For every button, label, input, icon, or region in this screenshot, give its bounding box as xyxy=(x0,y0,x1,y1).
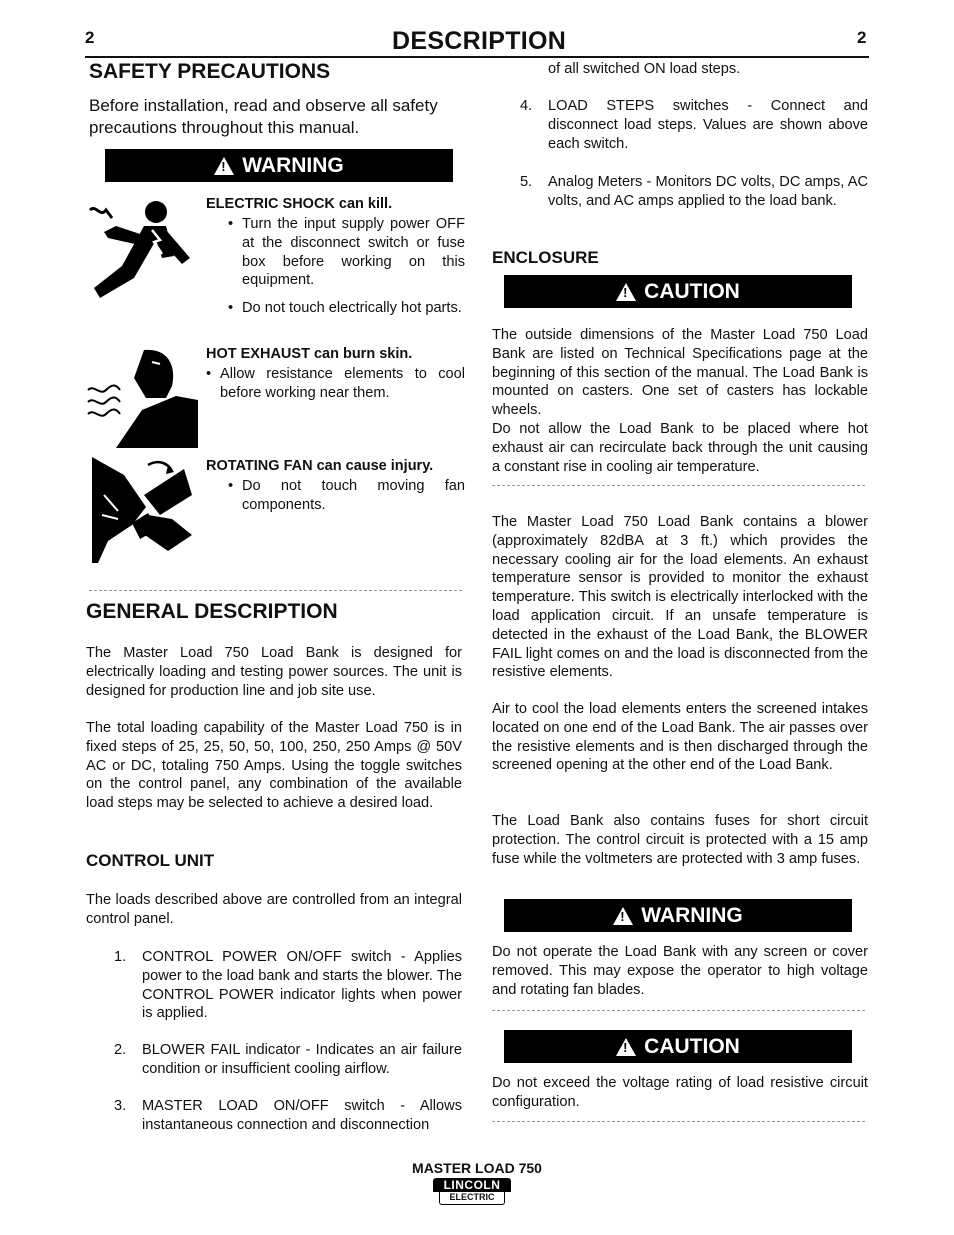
rotating-fan-icon xyxy=(88,455,196,565)
control-item-4-num: 4. xyxy=(520,98,533,114)
caution-triangle-icon xyxy=(616,283,636,301)
enclosure-p1: The Master Load 750 Load Bank contains a blower (approximately 82dBA at 3 ft.) which provides the necessary cooling air for the load elements. An exhaust temperature sensor is provided to monitor the exhaust temperature. This switch is electrically interlocked with the load application circuit. If an unsafe temperature is detected in the exhaust of the Load Bank, the BLOWER FAIL light comes on and the load is disconnected from the resistive elements. xyxy=(492,514,868,681)
control-item-5-text: Analog Meters - Monitors DC volts, DC amps, AC volts, and AC amps applied to the load bank. xyxy=(548,174,868,209)
general-p2: The total loading capability of the Master Load 750 is in fixed steps of 25, 25, 50, 50, 100, 250, 250 Amps @ 50V AC or DC, totaling 750 Amps. Using the toggle switches on the control panel, any combination of the available load steps may be selected to achieve a desired load. xyxy=(86,720,462,812)
control-intro: The loads described above are controlled from an integral control panel. xyxy=(86,892,462,927)
enclosure-heading: ENCLOSURE xyxy=(492,248,599,267)
control-item-3 xyxy=(114,1097,462,1135)
caution-banner-1 xyxy=(504,275,852,308)
header-rule xyxy=(85,56,869,58)
control-item-3-text: MASTER LOAD ON/OFF switch - Allows instantaneous connection and disconnection xyxy=(142,1098,462,1133)
logo-top: LINCOLN xyxy=(433,1178,511,1192)
control-item-4 xyxy=(520,97,868,153)
shock-heading: ELECTRIC SHOCK can kill. xyxy=(206,196,393,212)
footer-model: MASTER LOAD 750 xyxy=(412,1160,542,1176)
control-item-5-num: 5. xyxy=(520,174,533,190)
control-item-2-num: 2. xyxy=(114,1042,127,1058)
caution-label-1: CAUTION xyxy=(644,279,740,303)
warning-triangle-icon xyxy=(214,157,234,175)
control-item-3-cont: of all switched ON load steps. xyxy=(548,61,741,77)
divider xyxy=(492,1121,865,1122)
fan-bullet-1-text: Do not touch moving fan components. xyxy=(242,478,465,513)
warning-banner xyxy=(105,149,453,182)
warning-label: WARNING xyxy=(242,153,344,177)
warning-banner-2 xyxy=(504,899,852,932)
shock-bullet-2-text: Do not touch electrically hot parts. xyxy=(242,300,462,316)
warning-triangle-icon xyxy=(613,907,633,925)
enclosure-p3: The Load Bank also contains fuses for short circuit protection. The control circuit is protected with a 15 amp fuse while the voltmeters are protected with 3 amp fuses. xyxy=(492,813,868,867)
fan-bullet-1: • Do not touch moving fan components. xyxy=(228,478,465,513)
control-item-2 xyxy=(114,1041,462,1079)
control-item-5 xyxy=(520,173,868,211)
control-item-1-text: CONTROL POWER ON/OFF switch - Applies power to the load bank and starts the blower. The CONTROL POWER indicator lights when power is applied. xyxy=(142,949,462,1022)
enclosure-caution-text: The outside dimensions of the Master Load 750 Load Bank are listed on Technical Specifications page at the beginning of this section of the manual. The Load Bank is mounted on casters. One set of casters has lockable wheels. Do not allow the Load Bank to be placed where hot exhaust air can recirculate back through the unit causing a constant rise in cooling air temperature. xyxy=(492,327,868,475)
exhaust-bullet-1: • Allow resistance elements to cool before working near them. xyxy=(206,366,465,401)
enclosure-p2: Air to cool the load elements enters the screened intakes located on one end of the Load Bank. The air passes over the resistive elements and is then discharged through the screened opening at the other end of the Load Bank. xyxy=(492,701,868,774)
hot-exhaust-icon xyxy=(86,348,200,448)
control-heading: CONTROL UNIT xyxy=(86,851,215,870)
logo-bottom: ELECTRIC xyxy=(439,1192,505,1205)
exhaust-bullet-1-text: Allow resistance elements to cool before working near them. xyxy=(220,366,465,401)
control-item-3-num: 3. xyxy=(114,1098,127,1114)
enclosure-caution2-text: Do not exceed the voltage rating of load resistive circuit configuration. xyxy=(492,1075,868,1110)
control-item-1 xyxy=(114,948,462,1023)
divider xyxy=(492,485,865,486)
lincoln-electric-logo xyxy=(433,1178,511,1206)
divider xyxy=(492,1010,865,1011)
exhaust-heading: HOT EXHAUST can burn skin. xyxy=(206,346,413,362)
shock-bullet-2: • Do not touch electrically hot parts. xyxy=(228,300,462,316)
caution-banner-2 xyxy=(504,1030,852,1063)
control-item-2-text: BLOWER FAIL indicator - Indicates an air failure condition or insufficient cooling airflow. xyxy=(142,1042,462,1077)
safety-heading: SAFETY PRECAUTIONS xyxy=(89,60,331,83)
caution-label-2: CAUTION xyxy=(644,1034,740,1058)
page-number-right: 2 xyxy=(857,28,867,47)
shock-bullet-1-text: Turn the input supply power OFF at the disconnect switch or fuse box before working on this equipment. xyxy=(242,216,465,289)
page-number-left: 2 xyxy=(85,28,95,47)
general-p1: The Master Load 750 Load Bank is designed for electrically loading and testing power sources. The unit is designed for production line and job site use. xyxy=(86,645,462,699)
safety-intro: Before installation, read and observe all safety precautions throughout this manual. xyxy=(89,96,438,137)
general-heading: GENERAL DESCRIPTION xyxy=(86,600,338,623)
caution-triangle-icon xyxy=(616,1038,636,1056)
control-item-1-num: 1. xyxy=(114,949,127,965)
page-title: DESCRIPTION xyxy=(392,27,567,55)
enclosure-warning-text: Do not operate the Load Bank with any screen or cover removed. This may expose the operator to high voltage and rotating fan blades. xyxy=(492,944,868,998)
divider xyxy=(89,590,462,591)
warning-label-2: WARNING xyxy=(641,903,743,927)
electric-shock-icon xyxy=(86,196,196,304)
control-item-4-text: LOAD STEPS switches - Connect and disconnect load steps. Values are shown above each switch. xyxy=(548,98,868,152)
shock-bullet-1: • Turn the input supply power OFF at the disconnect switch or fuse box before working on this equipment. xyxy=(228,216,465,289)
fan-heading: ROTATING FAN can cause injury. xyxy=(206,458,434,474)
